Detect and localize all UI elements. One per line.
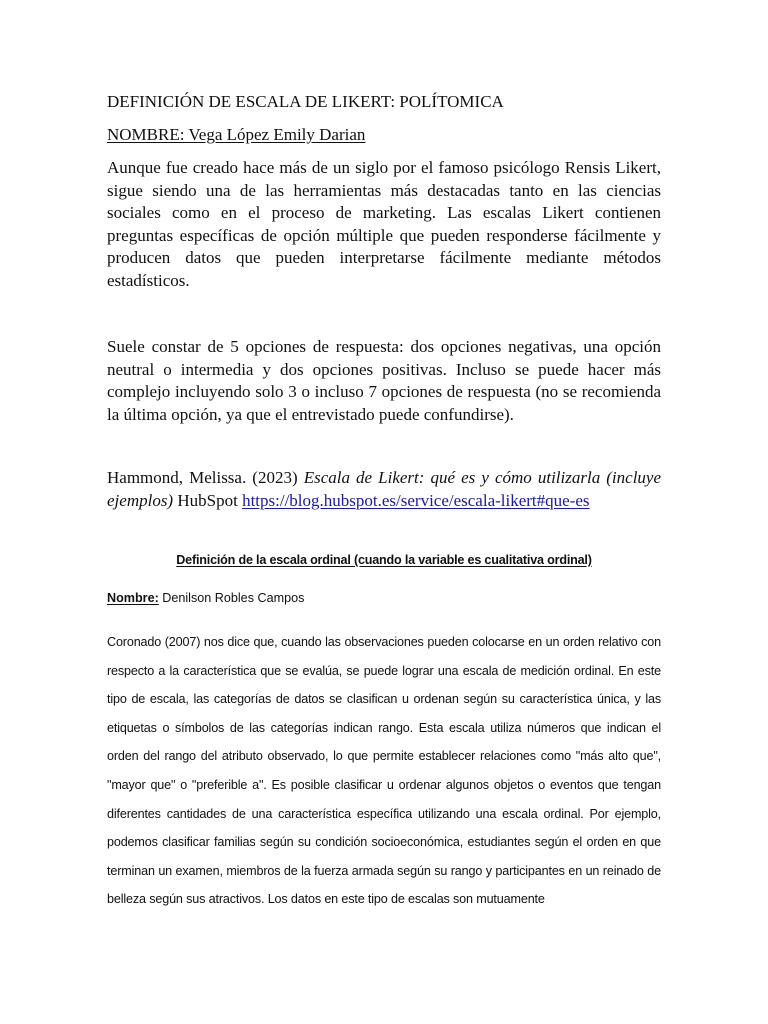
ordinal-name-label: Nombre: xyxy=(107,591,159,605)
ordinal-author xyxy=(107,591,661,605)
reference-publisher: HubSpot xyxy=(177,490,238,510)
likert-title: DEFINICIÓN DE ESCALA DE LIKERT: POLÍTOMICA xyxy=(107,92,504,111)
likert-paragraph-2: Suele constar de 5 opciones de respuesta: dos opciones negativas, una opción neutral o intermedia y dos opciones positivas. Incluso se puede hacer más complejo incluyendo solo 3 o incluso 7 opciones de respuesta (no se recomienda la última opción, ya que el entrevistado puede confundirse). xyxy=(107,337,661,424)
ordinal-title: Definición de la escala ordinal (cuando la variable es cualitativa ordinal) xyxy=(176,553,592,567)
likert-reference xyxy=(107,467,661,512)
ordinal-name-value: Denilson Robles Campos xyxy=(162,591,305,605)
reference-link[interactable]: https://blog.hubspot.es/service/escala-likert#que-es xyxy=(242,490,590,510)
ordinal-body: Coronado (2007) nos dice que, cuando las observaciones pueden colocarse en un orden relativo con respecto a la característica que se evalúa, se puede lograr una escala de medición ordinal. En este tipo de escala, las categorías de datos se clasifican u ordenan según su característica única, y las etiquetas o símbolos de las categorías indican rango. Esta escala utiliza números que indican el orden del rango del atributo observado, lo que permite establecer relaciones como "más alto que", "mayor que" o "preferible a". Es posible clasificar u ordenar algunos objetos o eventos que tengan diferentes cantidades de una característica específica utilizando una escala ordinal. Por ejemplo, podemos clasificar familias según su condición socioeconómica, estudiantes según el orden en que terminan un examen, miembros de la fuerza armada según su rango y participantes en un reinado de belleza según sus atractivos. Los datos en este tipo de escalas son mutuamente xyxy=(107,635,661,907)
likert-paragraph-1: Aunque fue creado hace más de un siglo por el famoso psicólogo Rensis Likert, sigue siendo una de las herramientas más destacadas tanto en las ciencias sociales como en el proceso de marketing. Las escalas Likert contienen preguntas específicas de opción múltiple que pueden responderse fácilmente y producen datos que pueden interpretarse fácilmente mediante métodos estadísticos. xyxy=(107,158,661,290)
reference-author-year: Hammond, Melissa. (2023) xyxy=(107,468,298,487)
reference-title: Escala de Likert: qué es y cómo utilizarla (incluye ejemplos) xyxy=(107,468,662,510)
likert-author-name: NOMBRE: Vega López Emily Darian xyxy=(107,125,366,144)
